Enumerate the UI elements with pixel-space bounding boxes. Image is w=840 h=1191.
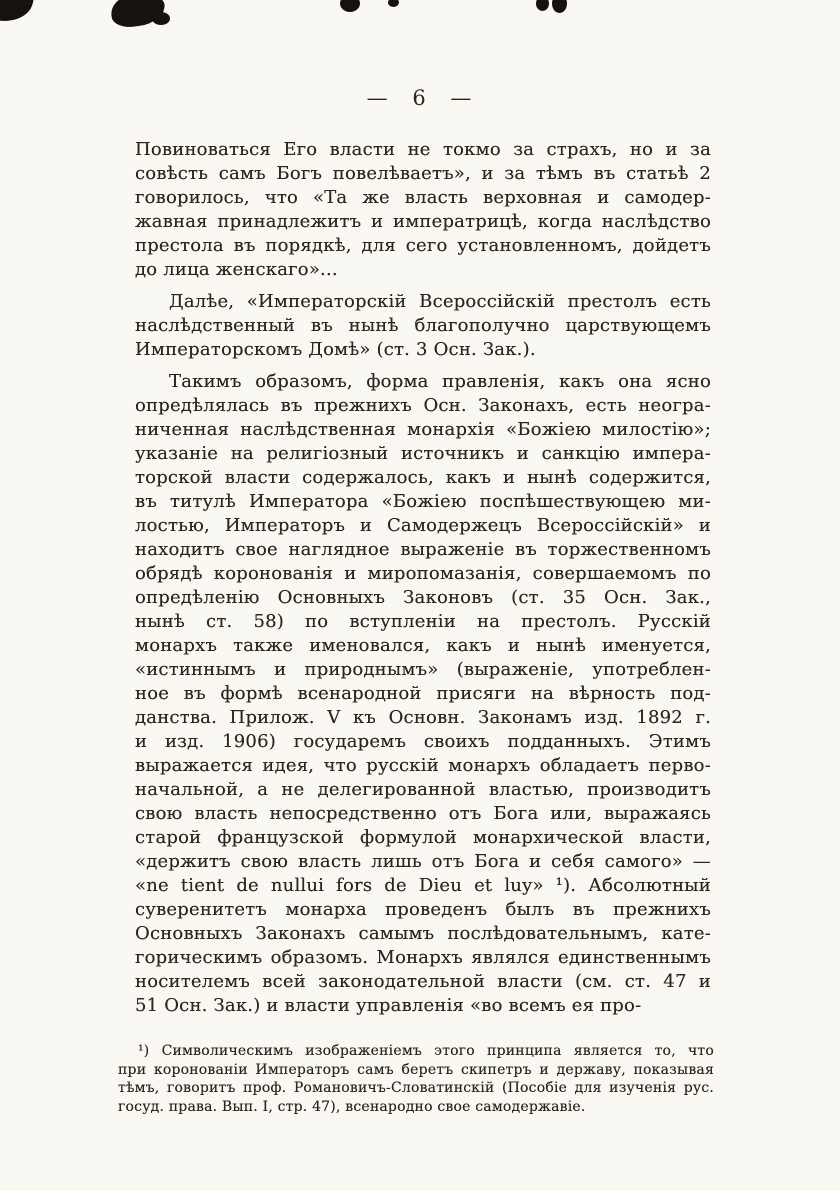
footnote: [118, 1042, 714, 1116]
main-text-column: [135, 138, 711, 1018]
text-line: говорилось, что «Та же власть верховная и самодер-: [135, 187, 711, 208]
text-line: начальной, а не делегированной властью, производитъ: [135, 779, 711, 800]
text-line: лостью, Императоръ и Самодержецъ Всероссійскій» и: [135, 515, 711, 536]
scan-artifact: [552, 0, 567, 13]
text-line: совѣсть самъ Богъ повелѣваетъ», и за тѣмъ въ статьѣ 2: [135, 163, 711, 184]
text-line: тѣмъ, говоритъ проф. Романовичъ-Словатинскій (Пособіе для изученія рус.: [118, 1080, 714, 1097]
text-line: Основныхъ Законахъ самымъ послѣдовательнымъ, кате-: [135, 923, 711, 944]
text-line: жавная принадлежитъ и императрицѣ, когда наслѣдство: [135, 211, 711, 232]
text-line: и изд. 1906) государемъ своихъ подданныхъ. Этимъ: [135, 731, 711, 752]
text-line: данства. Прилож. V къ Основн. Законамъ изд. 1892 г.: [135, 707, 711, 728]
text-line: въ титулѣ Императора «Божіею поспѣшествующею ми-: [135, 491, 711, 512]
text-line: ¹) Символическимъ изображеніемъ этого принципа является то, что: [138, 1043, 714, 1059]
text-line: Императорскомъ Домѣ» (ст. 3 Осн. Зак.).: [135, 339, 536, 360]
text-line: суверенитетъ монарха проведенъ былъ въ прежнихъ: [135, 899, 711, 920]
page-number: — 6 —: [366, 86, 474, 110]
text-line: госуд. права. Вып. I, стр. 47), всенародно свое самодержавіе.: [118, 1098, 586, 1115]
text-line: выражается идея, что русскій монархъ обладаетъ перво-: [135, 755, 711, 776]
text-line: Повиноваться Его власти не токмо за страхъ, но и за: [135, 139, 711, 160]
text-line: ное въ формѣ всенародной присяги на вѣрность под-: [135, 683, 711, 704]
text-line: наслѣдственный въ нынѣ благополучно царствующемъ: [135, 315, 711, 336]
text-line: при коронованіи Императоръ самъ беретъ скипетръ и державу, показывая: [118, 1061, 714, 1078]
text-line: «истиннымъ и природнымъ» (выраженіе, употреблен-: [135, 659, 711, 680]
text-line: до лица женскаго»...: [135, 259, 338, 280]
scan-artifact: [152, 12, 170, 25]
scan-artifact: [388, 0, 399, 7]
text-line: монархъ также именовался, какъ и нынѣ именуется,: [135, 635, 711, 656]
scan-artifact: [340, 0, 360, 12]
paragraph: [135, 290, 711, 362]
text-line: ниченная наслѣдственная монархія «Божіею милостію»;: [135, 419, 711, 440]
paragraph: [135, 138, 711, 282]
text-line: 51 Осн. Зак.) и власти управленія «во всемъ ея про-: [135, 995, 642, 1016]
text-line: престола въ порядкѣ, для сего установленномъ, дойдетъ: [135, 235, 711, 256]
text-line: обрядѣ коронованія и миропомазанія, совершаемомъ по: [135, 563, 711, 584]
text-line: свою власть непосредственно отъ Бога или, выражаясь: [135, 803, 711, 824]
scan-artifact: [536, 0, 549, 11]
text-line: горическимъ образомъ. Монархъ являлся единственнымъ: [135, 947, 711, 968]
text-line: опредѣленію Основныхъ Законовъ (ст. 35 Осн. Зак.,: [135, 587, 711, 608]
text-line: торской власти содержалось, какъ и нынѣ содержится,: [135, 467, 711, 488]
paragraph: [135, 370, 711, 1018]
footnote-paragraph: [118, 1042, 714, 1116]
text-line: указаніе на религіозный источникъ и санкцію импера-: [135, 443, 711, 464]
text-line: находитъ свое наглядное выраженіе въ торжественномъ: [135, 539, 711, 560]
text-line: нынѣ ст. 58) по вступленіи на престолъ. Русскій: [135, 611, 711, 632]
text-line: опредѣлялась въ прежнихъ Осн. Законахъ, есть неогра-: [135, 395, 711, 416]
text-line: «ne tient de nullui fors de Dieu et luy» ¹). Абсолютный: [135, 875, 711, 896]
text-line: старой французской формулой монархической власти,: [135, 827, 711, 848]
text-line: «держитъ свою власть лишь отъ Бога и себя самого» —: [135, 851, 711, 872]
text-line: Далѣе, «Императорскій Всероссійскій престолъ есть: [169, 291, 711, 312]
scan-artifact: [0, 0, 36, 28]
text-line: Такимъ образомъ, форма правленія, какъ она ясно: [169, 371, 711, 392]
text-line: носителемъ всей законодательной власти (см. ст. 47 и: [135, 971, 711, 992]
